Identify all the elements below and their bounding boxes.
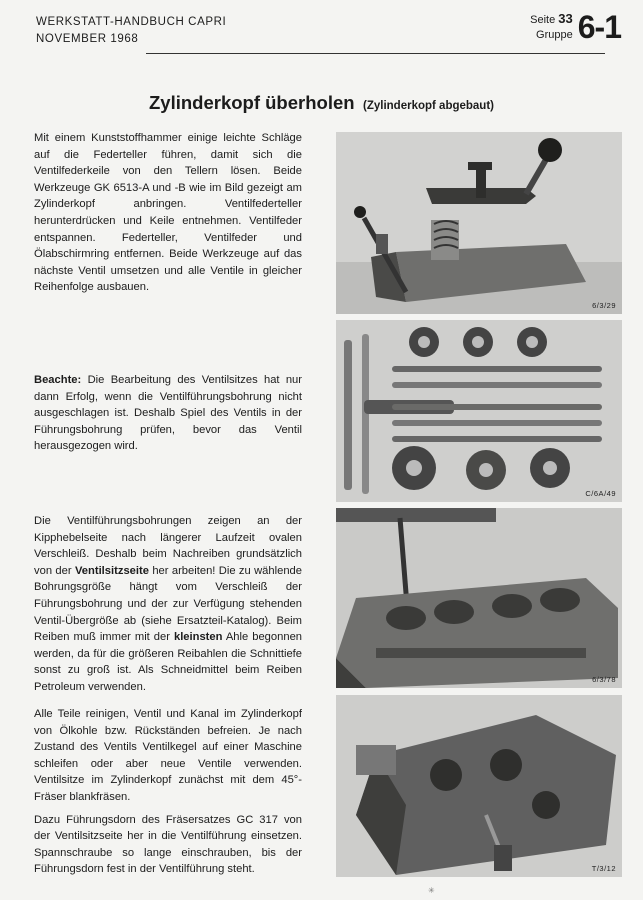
section-1-text [34,130,302,302]
paragraph: Alle Teile reinigen, Ventil und Kanal im Zylinderkopf von Ölkohle bzw. Rückständen befreien. Je nach Zustand des Ventils Ventilkegel auf einer Maschine schleifen oder aber neue Ventile verwenden. Ventilsitze im Zylinderkopf zunächst mit dem 45°-Fräser blankfräsen. [34,708,302,803]
edition-date: NOVEMBER 1968 [36,33,139,45]
section-2-text [34,372,302,461]
reaming-photo [336,508,622,688]
header-rule [146,53,605,54]
valve-seat-cutter-photo [336,695,622,877]
figure-reaming-cylinder-head [336,508,622,688]
emphasis-kleinsten: kleinsten [173,631,223,644]
figure-reamer-set [336,320,622,502]
title-main: Zylinderkopf überholen [148,92,355,113]
figure-valve-seat-cutter [336,695,622,877]
valve-spring-compressor-photo [336,132,622,314]
seite-label: Seite [530,14,556,26]
paragraph: Die Bearbeitung des Ventilsitzes hat nur dann Erfolg, wenn die Ventilführungsbohrung nicht ausgeschlagen ist. Deshalb Spiel des Ventils in der Führungsbohrung prüfen, bevor das Ventil herausgezogen wird. [34,374,303,453]
figure-code: 6/3/29 [592,301,616,310]
figure-valve-spring-compressor [336,132,622,314]
figure-code: 6/3/78 [592,675,616,684]
figure-code: C/6A/49 [585,489,616,498]
note-label: Beachte: [34,374,82,386]
page-mark: ✳ [428,886,435,895]
paragraph: Mit einem Kunststoffhammer einige leichte Schläge auf die Federteller führen, damit sich die Ventilfederkeile von den Tellern lösen. Beide Werkzeuge GK 6513-A und -B wie im Bild gezeigt am Zylinderkopf anbringen. Ventilfederteller herunterdrücken und Keile entnehmen. Ventilfeder entspannen. Federteller, Ventilfeder und Ölabschirmring entfernen. Beide Werkzeuge auf das nächste Ventil umsetzen und alle Ventile in gleicher Reihenfolge ausbauen. [34,132,302,294]
header-left [36,14,226,48]
section-4-text [34,706,302,884]
page-reference [530,10,621,44]
gruppe-label: Gruppe [536,29,573,41]
seite-number: 33 [558,11,573,26]
title-sub: (Zylinderkopf abgebaut) [363,100,494,112]
figure-code: T/3/12 [591,864,616,873]
gruppe-number: 6-1 [577,9,621,45]
paragraph: Dazu Führungsdorn des Fräsersatzes GC 317 von der Ventilsitzseite her in die Ventilführung einsetzen. Spannschraube so lange einschrauben, bis der Führungsdorn fest in der Ventilführung steht. [34,813,302,876]
manual-title: WERKSTATT-HANDBUCH CAPRI [36,16,227,28]
section-3-text: Die Ventilführungsbohrungen zeigen an der Kipphebelseite nach längerer Laufzeit ovalen Verschleiß. Deshalb beim Nachreiben grundsätzlich von der Ventilsitzseite her arbeiten! Die zu wählende Bohrungsgröße hängt vom Verschleiß der Führungsbohrung und der zur Verfügung stehenden Ventil-Übergröße ab (siehe Ersatzteil-Katalog). Beim Reiben muß immer mit der kleinsten Ahle begonnen werden, da für die größeren Reibahlen die Schnittiefe sonst zu groß ist. Als Schneidmittel beim Reiben Petroleum verwenden. [34,515,303,693]
emphasis-ventilsitzseite: Ventilsitzseite [74,564,149,577]
reamer-set-photo [336,320,622,502]
page-title [0,92,643,114]
